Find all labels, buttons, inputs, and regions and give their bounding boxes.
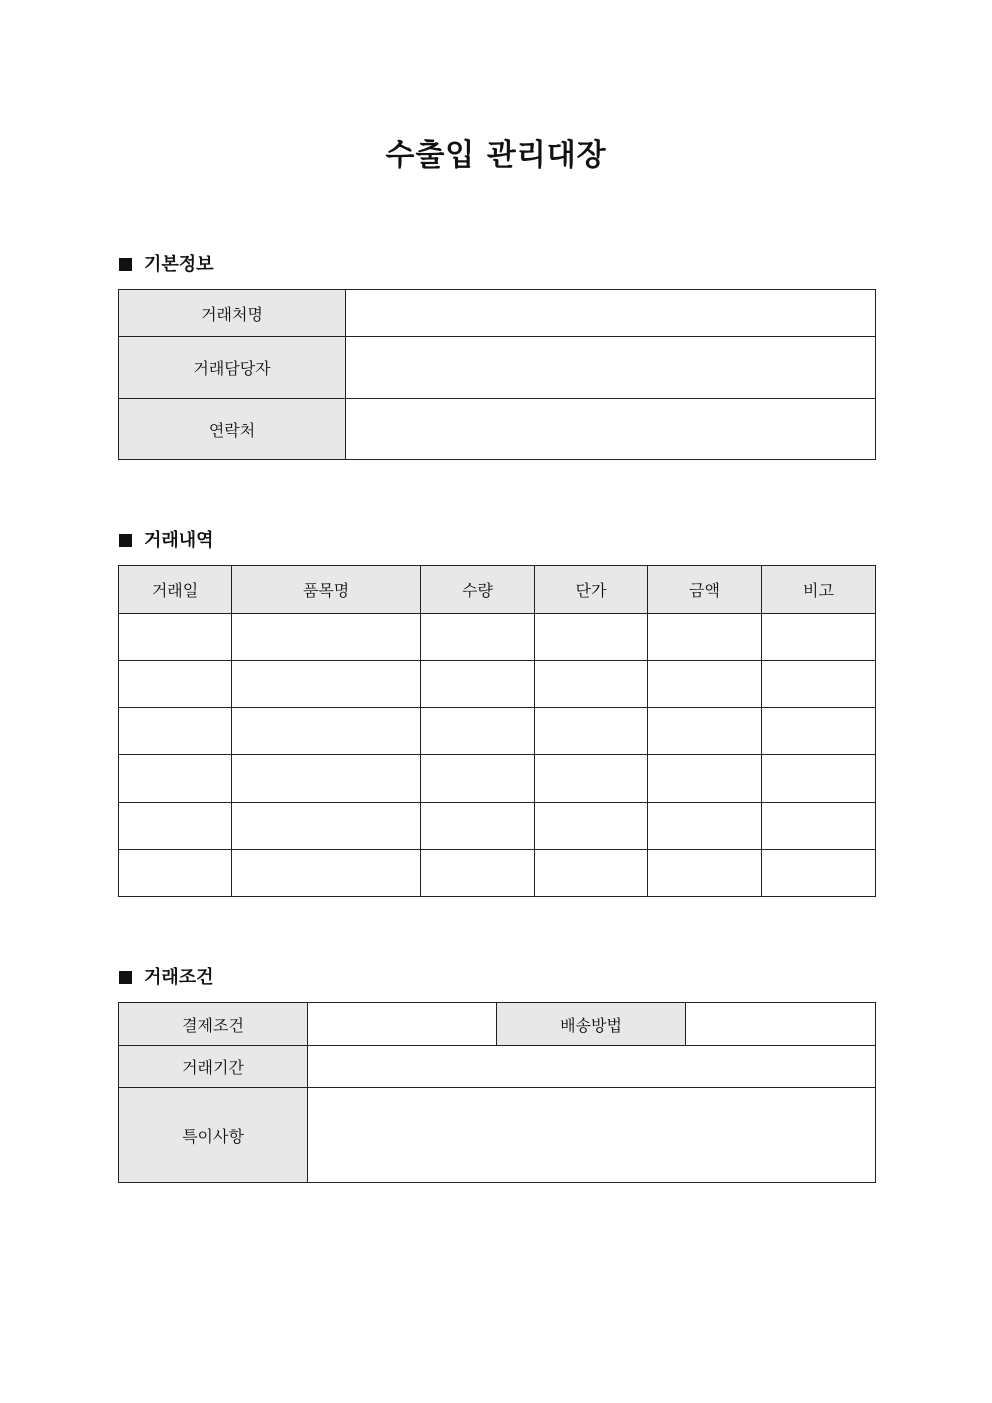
table-cell[interactable] — [421, 755, 535, 803]
column-header-date: 거래일 — [119, 566, 232, 614]
payment-terms-field[interactable] — [308, 1003, 497, 1046]
table-cell[interactable] — [421, 661, 535, 708]
special-notes-label: 특이사항 — [119, 1088, 308, 1183]
table-cell[interactable] — [535, 850, 648, 897]
trade-period-field[interactable] — [308, 1046, 876, 1088]
table-row — [119, 1003, 876, 1046]
table-cell[interactable] — [762, 803, 876, 850]
table-cell[interactable] — [232, 661, 421, 708]
special-notes-field[interactable] — [308, 1088, 876, 1183]
shipping-method-label: 배송방법 — [497, 1003, 686, 1046]
table-cell[interactable] — [535, 708, 648, 755]
table-cell[interactable] — [648, 614, 762, 661]
table-cell[interactable] — [762, 755, 876, 803]
table-cell[interactable] — [119, 803, 232, 850]
table-cell[interactable] — [232, 850, 421, 897]
table-cell[interactable] — [535, 755, 648, 803]
table-row — [119, 614, 876, 661]
square-bullet-icon — [119, 258, 132, 271]
table-cell[interactable] — [762, 850, 876, 897]
table-cell[interactable] — [535, 803, 648, 850]
table-row — [119, 661, 876, 708]
transactions-heading — [119, 529, 214, 553]
table-cell[interactable] — [648, 661, 762, 708]
table-row — [119, 1088, 876, 1183]
table-cell[interactable] — [232, 755, 421, 803]
phone-label: 연락처 — [119, 399, 346, 460]
table-cell[interactable] — [232, 803, 421, 850]
table-cell[interactable] — [232, 614, 421, 661]
contact-person-label: 거래담당자 — [119, 337, 346, 399]
client-name-label: 거래처명 — [119, 290, 346, 337]
table-cell[interactable] — [762, 708, 876, 755]
table-cell[interactable] — [648, 850, 762, 897]
table-row — [119, 850, 876, 897]
table-cell[interactable] — [421, 850, 535, 897]
table-cell[interactable] — [648, 708, 762, 755]
table-cell[interactable] — [648, 803, 762, 850]
table-cell[interactable] — [119, 661, 232, 708]
trade-period-label: 거래기간 — [119, 1046, 308, 1088]
column-header-amount: 금액 — [648, 566, 762, 614]
table-cell[interactable] — [119, 708, 232, 755]
table-row — [119, 803, 876, 850]
column-header-quantity: 수량 — [421, 566, 535, 614]
transactions-heading-text: 거래내역 — [144, 530, 214, 551]
table-cell[interactable] — [421, 708, 535, 755]
column-header-unit-price: 단가 — [535, 566, 648, 614]
basic-info-table — [118, 289, 876, 460]
basic-info-heading — [119, 253, 214, 277]
table-cell[interactable] — [119, 755, 232, 803]
table-row — [119, 755, 876, 803]
transactions-table — [118, 565, 876, 897]
contact-person-field[interactable] — [346, 337, 876, 399]
table-cell[interactable] — [421, 614, 535, 661]
table-row — [119, 1046, 876, 1088]
table-cell[interactable] — [762, 661, 876, 708]
terms-heading — [119, 966, 214, 990]
table-cell[interactable] — [535, 614, 648, 661]
column-header-remarks: 비고 — [762, 566, 876, 614]
shipping-method-field[interactable] — [686, 1003, 876, 1046]
table-cell[interactable] — [648, 755, 762, 803]
table-row — [119, 399, 876, 460]
terms-table — [118, 1002, 876, 1183]
client-name-field[interactable] — [346, 290, 876, 337]
table-cell[interactable] — [119, 614, 232, 661]
page-title: 수출입 관리대장 — [385, 138, 607, 173]
table-cell[interactable] — [762, 614, 876, 661]
table-row — [119, 290, 876, 337]
column-header-item: 품목명 — [232, 566, 421, 614]
table-cell[interactable] — [535, 661, 648, 708]
basic-info-heading-text: 기본정보 — [144, 254, 214, 275]
terms-heading-text: 거래조건 — [144, 967, 214, 988]
payment-terms-label: 결제조건 — [119, 1003, 308, 1046]
square-bullet-icon — [119, 534, 132, 547]
square-bullet-icon — [119, 971, 132, 984]
phone-field[interactable] — [346, 399, 876, 460]
table-header-row — [119, 566, 876, 614]
table-cell[interactable] — [232, 708, 421, 755]
table-cell[interactable] — [119, 850, 232, 897]
table-cell[interactable] — [421, 803, 535, 850]
table-row — [119, 708, 876, 755]
table-row — [119, 337, 876, 399]
